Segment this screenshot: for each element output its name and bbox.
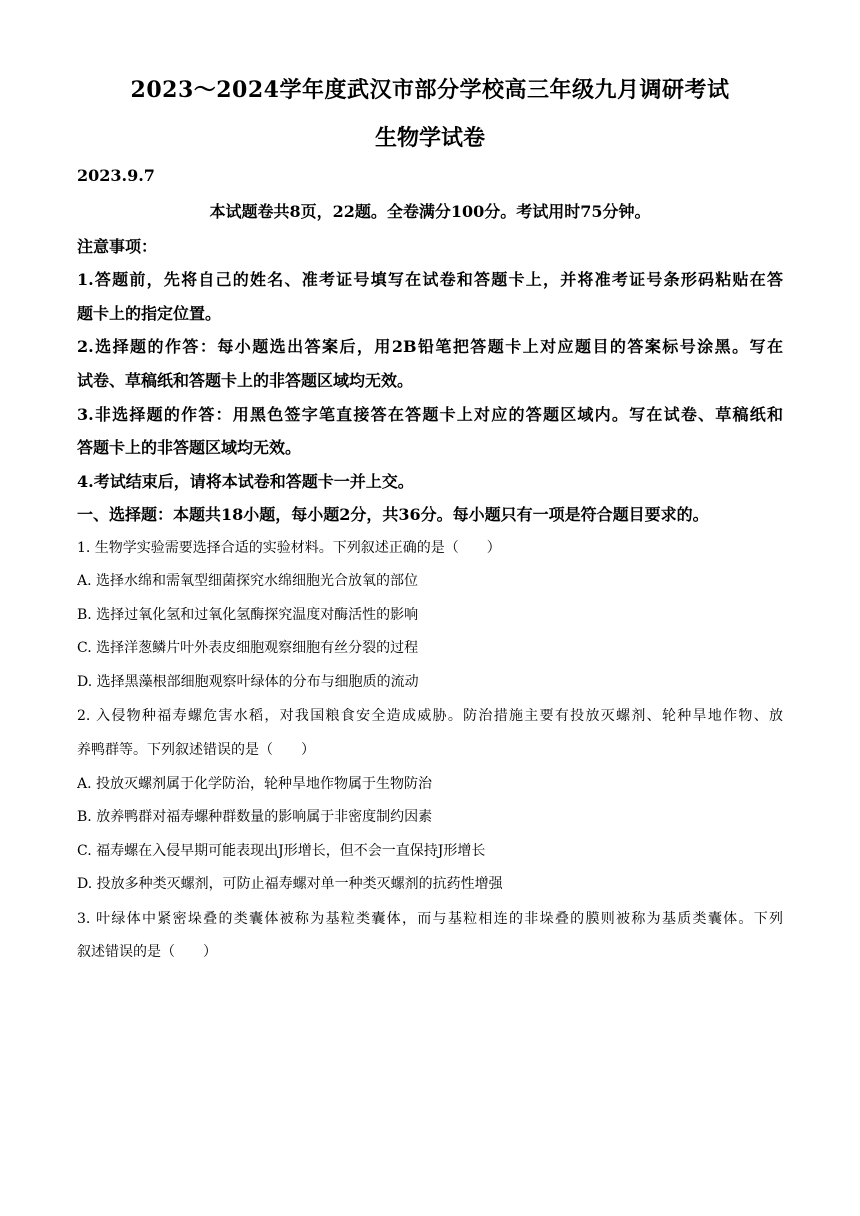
notice-item-2-line-2: 试卷、草稿纸和答题卡上的非答题区域均无效。 [77, 371, 414, 390]
question-2-stem-line-1: 2. 入侵物种福寿螺危害水稻，对我国粮食安全造成威胁。防治措施主要有投放灭螺剂、轮种旱地作物、放 [77, 708, 783, 724]
section-1-heading: 一、选择题：本题共18小题，每小题2分，共36分。每小题只有一项是符合题目要求的。 [77, 505, 709, 524]
question-1-option-a: A. 选择水绵和需氧型细菌探究水绵细胞光合放氧的部位 [77, 573, 419, 589]
notice-item-2-line-1: 2.选择题的作答：每小题选出答案后，用2B铅笔把答题卡上对应题目的答案标号涂黑。写在 [77, 337, 783, 356]
question-1-option-c: C. 选择洋葱鳞片叶外表皮细胞观察细胞有丝分裂的过程 [77, 640, 419, 656]
question-2-option-a: A. 投放灭螺剂属于化学防治，轮种旱地作物属于生物防治 [77, 776, 433, 792]
question-3-stem-line-2: 叙述错误的是（ ） [77, 944, 217, 960]
exam-title: 2023～2024学年度武汉市部分学校高三年级九月调研考试 [130, 77, 730, 103]
question-1-stem: 1. 生物学实验需要选择合适的实验材料。下列叙述正确的是（ ） [77, 540, 501, 556]
notice-item-1-line-2: 题卡上的指定位置。 [77, 304, 222, 323]
notice-item-4: 4.考试结束后，请将本试卷和答题卡一并上交。 [77, 472, 414, 491]
question-1-option-b: B. 选择过氧化氢和过氧化氢酶探究温度对酶活性的影响 [77, 607, 419, 623]
notice-item-3-line-2: 答题卡上的非答题区域均无效。 [77, 438, 302, 457]
question-2-option-d: D. 投放多种类灭螺剂，可防止福寿螺对单一种类灭螺剂的抗药性增强 [77, 876, 503, 892]
notice-item-3-line-1: 3.非选择题的作答：用黑色签字笔直接答在答题卡上对应的答题区域内。写在试卷、草稿纸和 [77, 405, 783, 424]
question-3-stem-line-1: 3. 叶绿体中紧密垛叠的类囊体被称为基粒类囊体，而与基粒相连的非垛叠的膜则被称为基质类囊体。下列 [77, 911, 783, 927]
exam-summary: 本试题卷共8页，22题。全卷满分100分。考试用时75分钟。 [209, 202, 651, 221]
notice-heading: 注意事项： [77, 237, 158, 256]
exam-date: 2023.9.7 [77, 166, 155, 185]
question-2-option-b: B. 放养鸭群对福寿螺种群数量的影响属于非密度制约因素 [77, 809, 433, 825]
exam-subtitle: 生物学试卷 [374, 125, 485, 151]
question-2-stem-line-2: 养鸭群等。下列叙述错误的是（ ） [77, 742, 315, 758]
notice-item-1-line-1: 1.答题前，先将自己的姓名、准考证号填写在试卷和答题卡上，并将准考证号条形码粘贴在答 [77, 270, 783, 289]
question-1-option-d: D. 选择黑藻根部细胞观察叶绿体的分布与细胞质的流动 [77, 674, 419, 690]
question-2-option-c: C. 福寿螺在入侵早期可能表现出J形增长，但不会一直保持J形增长 [77, 843, 486, 859]
